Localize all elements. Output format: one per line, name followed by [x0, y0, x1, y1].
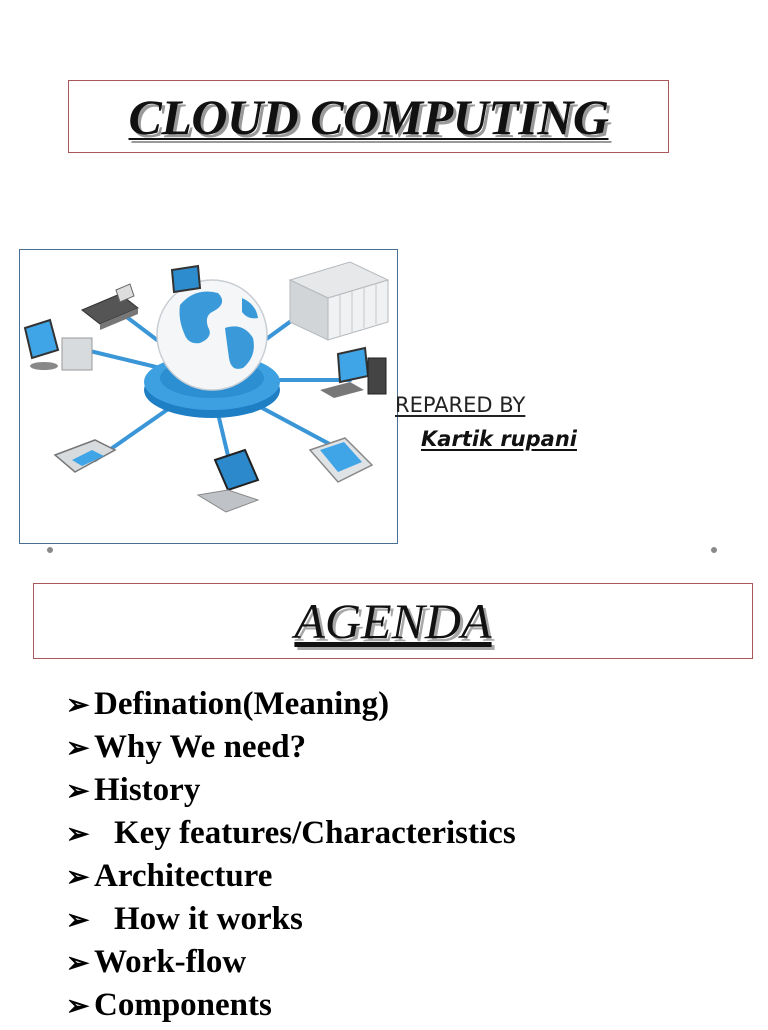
cloud-network-image: [19, 249, 398, 544]
agenda-item-label: Key features/Characteristics: [114, 815, 516, 851]
list-item: [66, 772, 516, 815]
author-name: Kartik rupani: [421, 427, 577, 451]
list-item: [66, 729, 516, 772]
network-illustration-icon: [20, 250, 397, 543]
agenda-item-label: History: [94, 772, 201, 808]
agenda-item-label: Architecture: [94, 858, 273, 894]
list-item: [66, 944, 516, 987]
slide-title: CLOUD COMPUTING: [128, 88, 609, 145]
agenda-box: [33, 583, 753, 659]
title-box: [68, 80, 669, 153]
arrow-bullet-icon: ➢: [66, 690, 90, 721]
agenda-list: [66, 686, 516, 1030]
arrow-bullet-icon: ➢: [66, 905, 90, 936]
slide-dot-left: [47, 547, 53, 553]
agenda-item-label: Defination(Meaning): [94, 686, 390, 722]
arrow-bullet-icon: ➢: [66, 733, 90, 764]
prepared-by-label: REPARED BY: [395, 393, 526, 417]
slide-dot-right: [711, 547, 717, 553]
list-item: [66, 815, 516, 858]
arrow-bullet-icon: ➢: [66, 991, 90, 1022]
agenda-item-label: Work-flow: [94, 944, 247, 980]
list-item: [66, 686, 516, 729]
arrow-bullet-icon: ➢: [66, 819, 90, 850]
agenda-item-label: Why We need?: [94, 729, 307, 765]
agenda-title: AGENDA: [294, 593, 492, 649]
agenda-item-label: Components: [94, 987, 272, 1023]
arrow-bullet-icon: ➢: [66, 776, 90, 807]
arrow-bullet-icon: ➢: [66, 948, 90, 979]
list-item: [66, 858, 516, 901]
arrow-bullet-icon: ➢: [66, 862, 90, 893]
list-item: [66, 901, 516, 944]
agenda-item-label: How it works: [114, 901, 303, 937]
